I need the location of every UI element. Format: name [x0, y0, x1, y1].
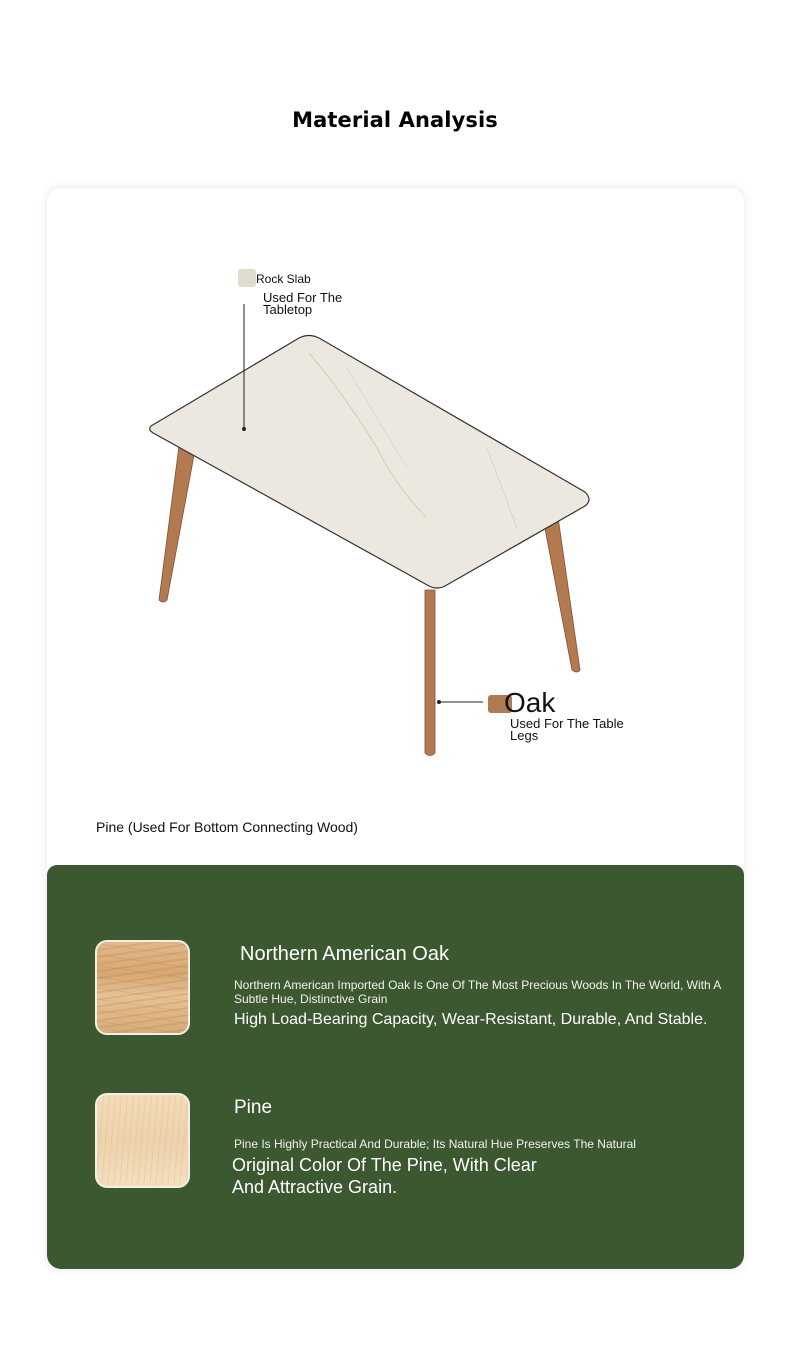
- table-diagram: [47, 188, 744, 868]
- oak-description: Used For The Table Legs: [510, 716, 624, 743]
- pine-note: Pine (Used For Bottom Connecting Wood): [96, 819, 358, 835]
- pine-texture-swatch: [95, 1093, 190, 1188]
- table-leg-back-left: [159, 446, 195, 602]
- page-title: Material Analysis: [292, 108, 498, 132]
- pine-material-description: Pine Is Highly Practical And Durable; Its Natural Hue Preserves The Natural: [234, 1137, 636, 1151]
- table-illustration: [47, 188, 744, 868]
- table-leg-back-right: [542, 510, 580, 672]
- pine-material-title: Pine: [234, 1097, 273, 1118]
- rock-slab-label: Rock Slab: [256, 272, 311, 286]
- oak-leader-dot: [437, 700, 441, 704]
- oak-material-features: High Load-Bearing Capacity, Wear-Resistant, Durable, And Stable.: [234, 1011, 708, 1028]
- pine-material-features: Original Color Of The Pine, With Clear And Attractive Grain.: [232, 1155, 537, 1197]
- oak-material-title: Northern American Oak: [240, 943, 449, 965]
- rock-slab-swatch: [238, 269, 256, 287]
- materials-panel: [47, 865, 744, 1269]
- oak-label: Oak: [504, 687, 556, 718]
- material-card: [47, 188, 744, 1269]
- rock-leader-dot: [242, 427, 246, 431]
- rock-slab-description: Used For The Tabletop: [263, 290, 343, 317]
- oak-material-description: Northern American Imported Oak Is One Of The Most Precious Woods In The World, With A Subtle Hue, Distinctive Grain: [234, 978, 721, 1006]
- table-leg-front: [425, 590, 435, 756]
- tabletop: [150, 336, 589, 589]
- oak-texture-swatch: [95, 940, 190, 1035]
